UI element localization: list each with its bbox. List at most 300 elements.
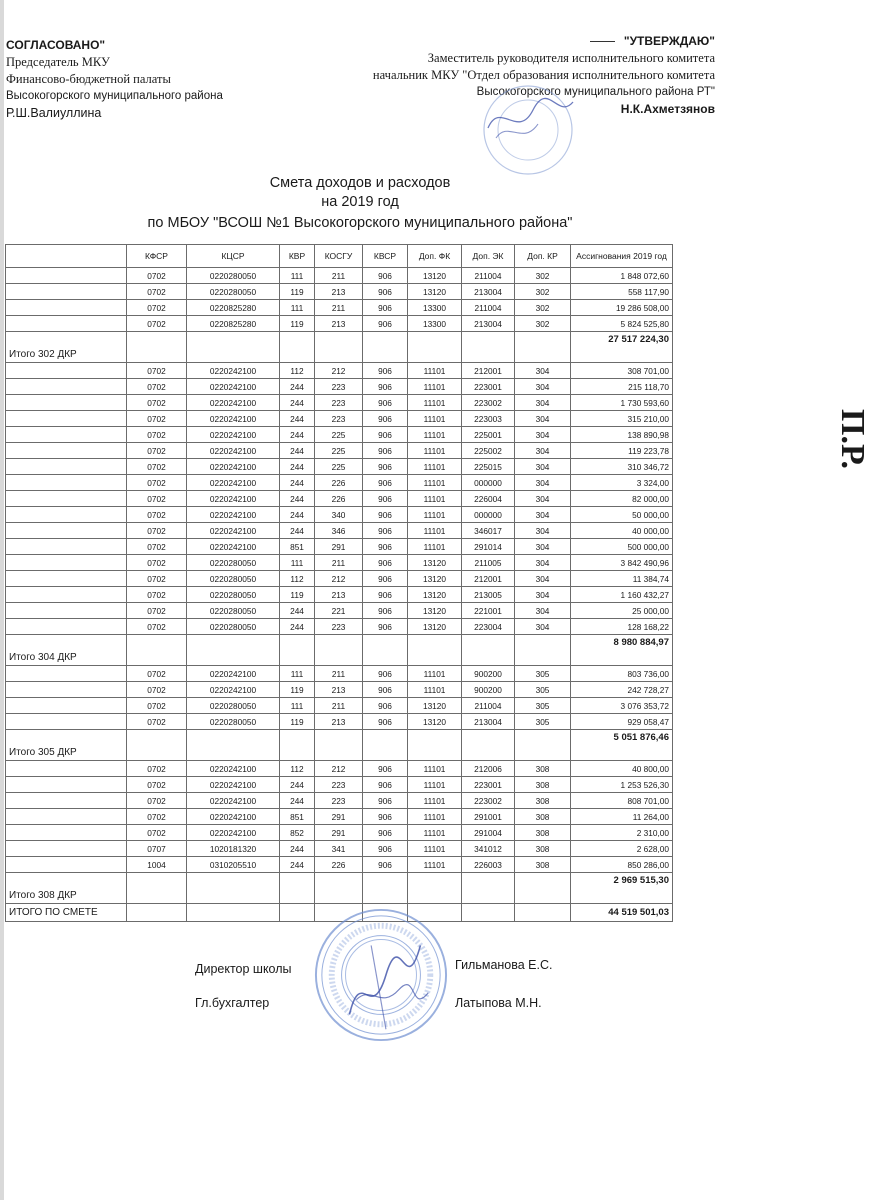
table-cell: 244 (280, 603, 315, 619)
table-cell: 225002 (462, 443, 515, 459)
table-cell: 11101 (408, 363, 462, 379)
row-label-cell (6, 841, 127, 857)
table-cell: 291 (315, 825, 363, 841)
table-cell: 213 (315, 284, 363, 300)
table-cell: 906 (363, 523, 408, 539)
table-cell: 1 848 072,60 (571, 268, 673, 284)
table-cell: 0702 (127, 777, 187, 793)
table-cell: 13120 (408, 619, 462, 635)
empty-cell (462, 904, 515, 922)
table-cell: 0702 (127, 698, 187, 714)
approved-title: "УТВЕРЖДАЮ" (623, 34, 715, 48)
table-cell: 211 (315, 698, 363, 714)
table-cell: 308 (515, 841, 571, 857)
table-cell: 906 (363, 268, 408, 284)
empty-cell (408, 635, 462, 666)
row-label-cell (6, 825, 127, 841)
table-cell: 0220242100 (187, 491, 280, 507)
table-row (6, 619, 673, 635)
table-cell: 221001 (462, 603, 515, 619)
row-label-cell (6, 379, 127, 395)
table-body (6, 268, 673, 922)
table-cell: 82 000,00 (571, 491, 673, 507)
table-cell: 244 (280, 443, 315, 459)
approved-line1: Заместитель руководителя исполнительного комитета (427, 51, 715, 65)
empty-cell (408, 873, 462, 904)
table-cell: 13120 (408, 284, 462, 300)
table-cell: 215 118,70 (571, 379, 673, 395)
table-row (6, 300, 673, 316)
table-cell: 221 (315, 603, 363, 619)
table-cell: 0220280050 (187, 284, 280, 300)
table-cell: 11 264,00 (571, 809, 673, 825)
table-row (6, 857, 673, 873)
table-cell: 11101 (408, 507, 462, 523)
subtotal-row (6, 635, 673, 666)
table-cell: 0220280050 (187, 268, 280, 284)
subtotal-value: 2 969 515,30 (571, 873, 673, 904)
row-label-cell (6, 777, 127, 793)
table-cell: 850 286,00 (571, 857, 673, 873)
table-row (6, 603, 673, 619)
row-label-cell (6, 809, 127, 825)
column-header: КВСР (363, 245, 408, 268)
table-cell: 244 (280, 395, 315, 411)
row-label-cell (6, 475, 127, 491)
table-cell: 213004 (462, 284, 515, 300)
grand-total-value: 44 519 501,03 (571, 904, 673, 922)
column-header: КЦСР (187, 245, 280, 268)
table-cell: 346 (315, 523, 363, 539)
table-cell: 0702 (127, 555, 187, 571)
table-cell: 906 (363, 507, 408, 523)
table-cell: 0702 (127, 809, 187, 825)
table-cell: 304 (515, 363, 571, 379)
table-cell: 13120 (408, 714, 462, 730)
table-cell: 0220242100 (187, 666, 280, 682)
table-cell: 906 (363, 825, 408, 841)
table-cell: 244 (280, 475, 315, 491)
empty-cell (315, 873, 363, 904)
table-row (6, 714, 673, 730)
table-row (6, 411, 673, 427)
table-cell: 223003 (462, 411, 515, 427)
agreed-signer: Р.Ш.Валиуллина (6, 106, 102, 120)
table-cell: 19 286 508,00 (571, 300, 673, 316)
table-cell: 111 (280, 666, 315, 682)
table-cell: 226 (315, 857, 363, 873)
table-cell: 906 (363, 587, 408, 603)
table-cell: 223002 (462, 793, 515, 809)
table-cell: 304 (515, 571, 571, 587)
table-row (6, 363, 673, 379)
table-cell: 138 890,98 (571, 427, 673, 443)
table-cell: 302 (515, 268, 571, 284)
table-cell: 500 000,00 (571, 539, 673, 555)
table-row (6, 379, 673, 395)
table-cell: 223 (315, 379, 363, 395)
subtotal-row (6, 730, 673, 761)
table-cell: 906 (363, 379, 408, 395)
subtotal-label: Итого 304 ДКР (6, 635, 127, 666)
row-label-cell (6, 714, 127, 730)
table-cell: 13120 (408, 268, 462, 284)
table-cell: 11101 (408, 666, 462, 682)
table-cell: 929 058,47 (571, 714, 673, 730)
table-row (6, 825, 673, 841)
agreed-line1: Председатель МКУ (6, 55, 110, 69)
table-row (6, 443, 673, 459)
table-row (6, 587, 673, 603)
table-cell: 212 (315, 761, 363, 777)
row-label-cell (6, 316, 127, 332)
table-cell: 242 728,27 (571, 682, 673, 698)
table-cell: 0702 (127, 666, 187, 682)
table-cell: 0702 (127, 395, 187, 411)
table-row (6, 507, 673, 523)
director-role: Директор школы (195, 962, 292, 976)
grand-total-label: ИТОГО ПО СМЕТЕ (6, 904, 127, 922)
table-cell: 341012 (462, 841, 515, 857)
table-cell: 11101 (408, 523, 462, 539)
table-cell: 244 (280, 427, 315, 443)
table-cell: 302 (515, 284, 571, 300)
table-cell: 308 (515, 777, 571, 793)
table-cell: 0702 (127, 268, 187, 284)
table-cell: 226003 (462, 857, 515, 873)
table-cell: 346017 (462, 523, 515, 539)
row-label-cell (6, 523, 127, 539)
table-cell: 0220242100 (187, 523, 280, 539)
empty-cell (127, 332, 187, 363)
column-header: Доп. КР (515, 245, 571, 268)
table-cell: 211004 (462, 698, 515, 714)
table-cell: 244 (280, 857, 315, 873)
table-cell: 000000 (462, 475, 515, 491)
table-cell: 0220242100 (187, 777, 280, 793)
table-cell: 211004 (462, 268, 515, 284)
table-cell: 304 (515, 555, 571, 571)
column-header: Доп. ЭК (462, 245, 515, 268)
empty-cell (408, 730, 462, 761)
table-cell: 212 (315, 363, 363, 379)
table-cell: 13120 (408, 587, 462, 603)
table-cell: 11101 (408, 539, 462, 555)
table-cell: 11101 (408, 825, 462, 841)
table-cell: 0220242100 (187, 475, 280, 491)
row-label-cell (6, 459, 127, 475)
table-cell: 119 (280, 587, 315, 603)
table-cell: 40 800,00 (571, 761, 673, 777)
table-cell: 112 (280, 571, 315, 587)
table-cell: 11101 (408, 777, 462, 793)
table-cell: 308 (515, 857, 571, 873)
empty-cell (363, 873, 408, 904)
table-cell: 244 (280, 459, 315, 475)
table-cell: 128 168,22 (571, 619, 673, 635)
table-cell: 0707 (127, 841, 187, 857)
table-cell: 906 (363, 761, 408, 777)
row-label-cell (6, 571, 127, 587)
school-seal-icon (312, 906, 450, 1044)
table-cell: 119 (280, 284, 315, 300)
table-cell: 906 (363, 809, 408, 825)
table-cell: 212001 (462, 571, 515, 587)
table-cell: 310 346,72 (571, 459, 673, 475)
table-cell: 304 (515, 443, 571, 459)
empty-cell (315, 332, 363, 363)
table-row (6, 793, 673, 809)
table-cell: 0220280050 (187, 603, 280, 619)
table-cell: 906 (363, 666, 408, 682)
table-cell: 304 (515, 491, 571, 507)
table-cell: 11101 (408, 682, 462, 698)
table-cell: 0220280050 (187, 619, 280, 635)
table-row (6, 682, 673, 698)
table-cell: 852 (280, 825, 315, 841)
empty-cell (363, 635, 408, 666)
subtotal-row (6, 332, 673, 363)
table-cell: 13120 (408, 571, 462, 587)
table-cell: 11101 (408, 809, 462, 825)
table-cell: 223004 (462, 619, 515, 635)
table-cell: 244 (280, 491, 315, 507)
row-label-cell (6, 491, 127, 507)
table-cell: 213 (315, 587, 363, 603)
table-cell: 906 (363, 475, 408, 491)
table-cell: 0310205510 (187, 857, 280, 873)
row-label-cell (6, 761, 127, 777)
table-cell: 0702 (127, 443, 187, 459)
row-label-cell (6, 539, 127, 555)
agreed-title: СОГЛАСОВАНО" (6, 38, 106, 52)
table-cell: 304 (515, 507, 571, 523)
table-cell: 0220280050 (187, 555, 280, 571)
table-cell: 225001 (462, 427, 515, 443)
table-cell: 244 (280, 411, 315, 427)
table-cell: 308 (515, 825, 571, 841)
table-cell: 304 (515, 427, 571, 443)
table-cell: 119 223,78 (571, 443, 673, 459)
table-cell: 0702 (127, 363, 187, 379)
table-cell: 225 (315, 427, 363, 443)
empty-cell (408, 332, 462, 363)
empty-cell (280, 332, 315, 363)
table-cell: 900200 (462, 666, 515, 682)
table-cell: 304 (515, 523, 571, 539)
table-cell: 0702 (127, 825, 187, 841)
table-cell: 308 (515, 809, 571, 825)
table-cell: 111 (280, 268, 315, 284)
table-cell: 111 (280, 555, 315, 571)
title-line3: по МБОУ "ВСОШ №1 Высокогорского муниципального района" (147, 215, 573, 231)
table-cell: 223 (315, 395, 363, 411)
table-cell: 291 (315, 809, 363, 825)
table-row (6, 395, 673, 411)
table-row (6, 459, 673, 475)
table-cell: 0220242100 (187, 761, 280, 777)
table-row (6, 777, 673, 793)
table-cell: 226 (315, 491, 363, 507)
table-cell: 119 (280, 316, 315, 332)
table-cell: 0702 (127, 587, 187, 603)
row-label-cell (6, 619, 127, 635)
table-cell: 0220242100 (187, 395, 280, 411)
table-cell: 211005 (462, 555, 515, 571)
empty-cell (127, 904, 187, 922)
table-cell: 111 (280, 698, 315, 714)
column-header: КОСГУ (315, 245, 363, 268)
table-cell: 558 117,90 (571, 284, 673, 300)
table-cell: 291004 (462, 825, 515, 841)
empty-cell (280, 730, 315, 761)
table-row (6, 284, 673, 300)
table-cell: 0702 (127, 507, 187, 523)
empty-cell (515, 904, 571, 922)
table-cell: 305 (515, 666, 571, 682)
table-cell: 304 (515, 587, 571, 603)
table-cell: 11101 (408, 427, 462, 443)
table-cell: 906 (363, 300, 408, 316)
row-label-cell (6, 555, 127, 571)
table-cell: 213004 (462, 316, 515, 332)
table-cell: 11101 (408, 459, 462, 475)
table-cell: 223 (315, 619, 363, 635)
subtotal-value: 27 517 224,30 (571, 332, 673, 363)
table-cell: 906 (363, 459, 408, 475)
row-label-cell (6, 857, 127, 873)
empty-cell (462, 730, 515, 761)
table-cell: 223001 (462, 777, 515, 793)
table-cell: 1020181320 (187, 841, 280, 857)
table-cell: 50 000,00 (571, 507, 673, 523)
table-cell: 304 (515, 379, 571, 395)
table-cell: 2 628,00 (571, 841, 673, 857)
table-cell: 0220280050 (187, 587, 280, 603)
table-cell: 11 384,74 (571, 571, 673, 587)
table-cell: 11101 (408, 793, 462, 809)
table-cell: 13300 (408, 316, 462, 332)
table-cell: 0702 (127, 475, 187, 491)
table-cell: 0220242100 (187, 411, 280, 427)
subtotal-label: Итого 308 ДКР (6, 873, 127, 904)
empty-cell (462, 332, 515, 363)
header-label-spacer (6, 245, 127, 268)
table-cell: 305 (515, 714, 571, 730)
agreed-line2: Финансово-бюджетной палаты (6, 72, 171, 86)
table-row (6, 841, 673, 857)
table-cell: 11101 (408, 857, 462, 873)
table-cell: 226004 (462, 491, 515, 507)
table-cell: 906 (363, 411, 408, 427)
table-row (6, 491, 673, 507)
table-cell: 304 (515, 395, 571, 411)
table-cell: 225 (315, 459, 363, 475)
table-cell: 223 (315, 793, 363, 809)
table-cell: 906 (363, 857, 408, 873)
table-cell: 0220242100 (187, 459, 280, 475)
row-label-cell (6, 427, 127, 443)
table-cell: 305 (515, 698, 571, 714)
table-cell: 1 730 593,60 (571, 395, 673, 411)
empty-cell (515, 730, 571, 761)
table-cell: 11101 (408, 443, 462, 459)
table-row (6, 571, 673, 587)
empty-cell (462, 873, 515, 904)
table-cell: 11101 (408, 761, 462, 777)
empty-cell (187, 332, 280, 363)
table-cell: 308 (515, 793, 571, 809)
row-label-cell (6, 300, 127, 316)
table-cell: 0702 (127, 761, 187, 777)
table-cell: 0702 (127, 300, 187, 316)
table-cell: 213 (315, 682, 363, 698)
table-cell: 212 (315, 571, 363, 587)
table-cell: 851 (280, 809, 315, 825)
table-cell: 803 736,00 (571, 666, 673, 682)
table-cell: 1 253 526,30 (571, 777, 673, 793)
row-label-cell (6, 284, 127, 300)
approved-line2: начальник МКУ "Отдел образования исполнительного комитета (372, 68, 715, 82)
table-cell: 906 (363, 841, 408, 857)
table-cell: 1004 (127, 857, 187, 873)
empty-cell (515, 635, 571, 666)
table-cell: 112 (280, 761, 315, 777)
table-cell: 906 (363, 619, 408, 635)
table-cell: 0702 (127, 284, 187, 300)
table-cell: 304 (515, 475, 571, 491)
table-row (6, 698, 673, 714)
table-cell: 244 (280, 619, 315, 635)
table-cell: 304 (515, 459, 571, 475)
table-cell: 341 (315, 841, 363, 857)
agreed-block (6, 37, 223, 122)
table-cell: 13120 (408, 555, 462, 571)
empty-cell (187, 904, 280, 922)
column-header: КФСР (127, 245, 187, 268)
subtotal-row (6, 873, 673, 904)
table-cell: 906 (363, 395, 408, 411)
approval-stamp-icon (478, 80, 578, 180)
table-cell: 0220242100 (187, 793, 280, 809)
table-cell: 244 (280, 841, 315, 857)
table-cell: 0702 (127, 491, 187, 507)
table-cell: 304 (515, 603, 571, 619)
table-cell: 211 (315, 555, 363, 571)
title-line1: Смета доходов и расходов (269, 175, 451, 191)
table-cell: 906 (363, 443, 408, 459)
table-cell: 0702 (127, 523, 187, 539)
approved-line3: Высокогорского муниципального района РТ" (476, 86, 715, 98)
empty-cell (127, 635, 187, 666)
table-cell: 906 (363, 427, 408, 443)
table-cell: 308 701,00 (571, 363, 673, 379)
table-cell: 291001 (462, 809, 515, 825)
table-cell: 0220825280 (187, 300, 280, 316)
empty-cell (187, 730, 280, 761)
table-cell: 5 824 525,80 (571, 316, 673, 332)
table-cell: 906 (363, 491, 408, 507)
table-row (6, 316, 673, 332)
row-label-cell (6, 587, 127, 603)
table-row (6, 427, 673, 443)
subtotal-label: Итого 302 ДКР (6, 332, 127, 363)
table-cell: 906 (363, 555, 408, 571)
table-cell: 0702 (127, 411, 187, 427)
empty-cell (515, 332, 571, 363)
empty-cell (515, 873, 571, 904)
table-cell: 906 (363, 777, 408, 793)
